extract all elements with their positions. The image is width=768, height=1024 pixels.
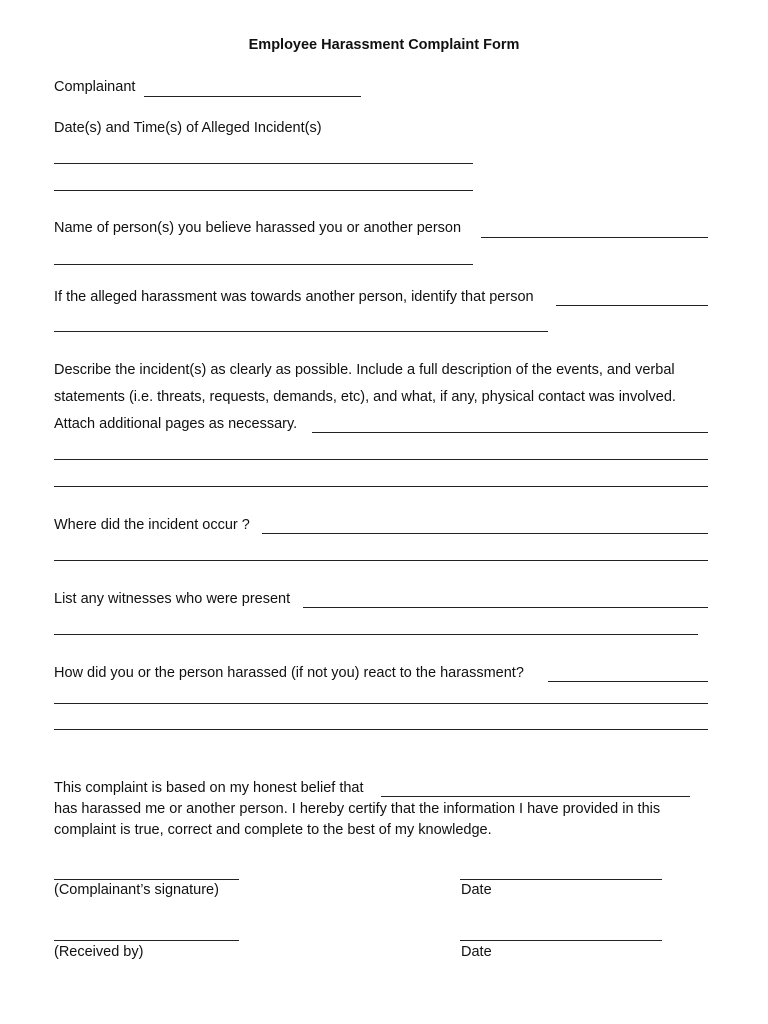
where-field-line-2[interactable] (54, 560, 708, 561)
reaction-field-line-3[interactable] (54, 729, 708, 730)
describe-label-line-3: Attach additional pages as necessary. (54, 416, 298, 432)
harasser-field-line-2[interactable] (54, 264, 473, 265)
harasser-field-line-1[interactable] (481, 237, 708, 238)
where-label: Where did the incident occur ? (54, 517, 250, 533)
describe-field-line-1[interactable] (312, 432, 708, 433)
received-date-label: Date (461, 944, 492, 960)
form-title: Employee Harassment Complaint Form (248, 37, 520, 53)
dates-field-line-1[interactable] (54, 163, 473, 164)
reaction-field-line-1[interactable] (548, 681, 708, 682)
received-date-field[interactable] (460, 940, 662, 941)
received-by-field[interactable] (54, 940, 239, 941)
certification-text-line-2: has harassed me or another person. I hereby certify that the information I have provided in this (54, 801, 661, 817)
describe-label-line-2: statements (i.e. threats, requests, demands, etc), and what, if any, physical contact was involved. (54, 389, 676, 405)
dates-field-line-2[interactable] (54, 190, 473, 191)
other-person-field-line-2[interactable] (54, 331, 548, 332)
witnesses-field-line-1[interactable] (303, 607, 708, 608)
other-person-field-line-1[interactable] (556, 305, 708, 306)
received-by-label: (Received by) (54, 944, 144, 960)
complainant-field[interactable] (144, 96, 361, 97)
other-person-label: If the alleged harassment was towards another person, identify that person (54, 289, 534, 305)
dates-label: Date(s) and Time(s) of Alleged Incident(s) (54, 120, 322, 136)
certification-text-line-1: This complaint is based on my honest belief that (54, 780, 364, 796)
describe-field-line-2[interactable] (54, 459, 708, 460)
witnesses-field-line-2[interactable] (54, 634, 698, 635)
complainant-signature-field[interactable] (54, 879, 239, 880)
accused-name-field[interactable] (381, 796, 690, 797)
complainant-label: Complainant (54, 79, 136, 95)
complainant-signature-label: (Complainant’s signature) (54, 882, 219, 898)
describe-field-line-3[interactable] (54, 486, 708, 487)
harasser-label: Name of person(s) you believe harassed you or another person (54, 220, 462, 236)
where-field-line-1[interactable] (262, 533, 708, 534)
reaction-label: How did you or the person harassed (if not you) react to the harassment? (54, 665, 524, 681)
reaction-field-line-2[interactable] (54, 703, 708, 704)
witnesses-label: List any witnesses who were present (54, 591, 291, 607)
signature-date-label: Date (461, 882, 492, 898)
describe-label-line-1: Describe the incident(s) as clearly as possible. Include a full description of the events, and verbal (54, 362, 675, 378)
signature-date-field[interactable] (460, 879, 662, 880)
certification-text-line-3: complaint is true, correct and complete to the best of my knowledge. (54, 822, 492, 838)
